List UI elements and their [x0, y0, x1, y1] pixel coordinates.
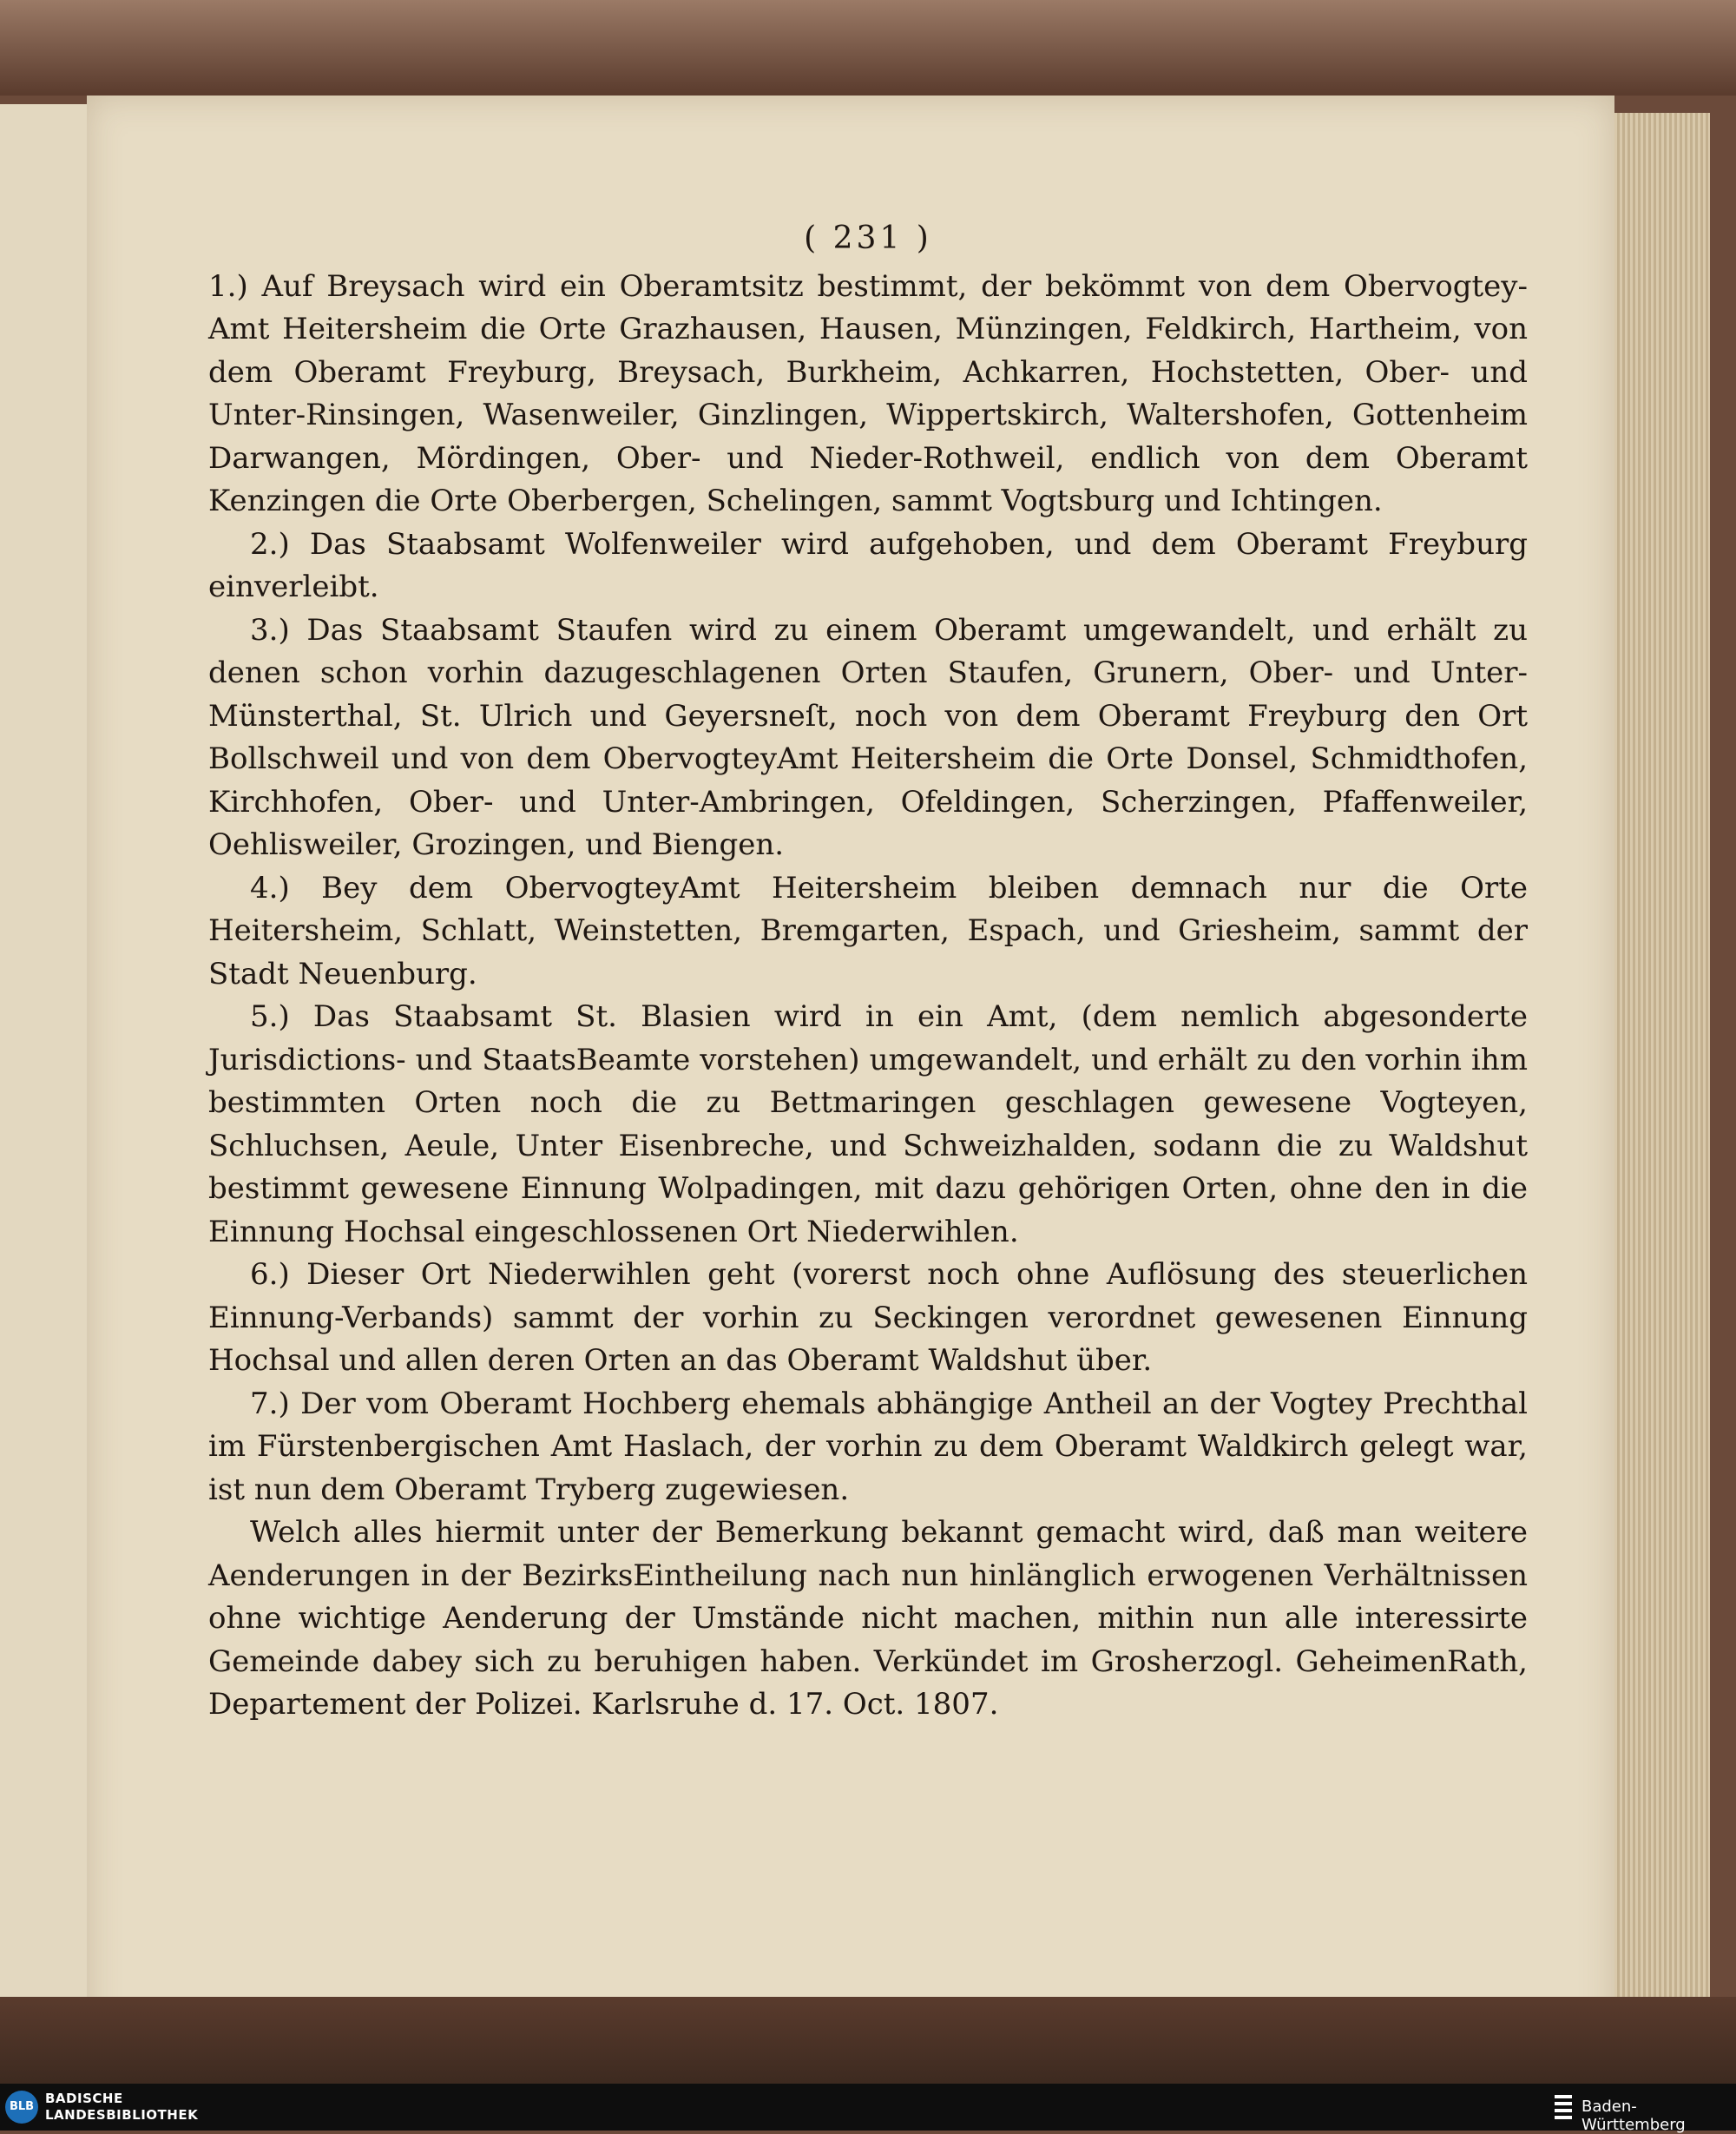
blb-logo-icon[interactable]: BLB [5, 2091, 38, 2124]
scan-background-bottom [0, 1997, 1736, 2084]
library-name-line1: BADISCHE [45, 2091, 123, 2106]
paragraph-4: 4.) Bey dem ObervogteyAmt Heitersheim bleiben demnach nur die Orte Heitersheim, Schlatt, Weinstetten, Bremgarten, Espach, und Griesheim, sammt der Stadt Neuenburg. [208, 870, 1528, 991]
paragraph-5: 5.) Das Staabsamt St. Blasien wird in ein Amt, (dem nemlich abgesonderte Jurisdictions- und StaatsBeamte vorstehen) umgewandelt, und erhält zu den vorhin ihm bestimmten Orten noch die zu Bettmaringen geschlagen gewesene Vogteyen, Schluchsen, Aeule, Unter Eisenbreche, und Schweizhalden, sodann die zu Waldshut bestimmt gewesene Einnung Wolpadingen, mit dazu gehörigen Orten, ohne den in die Einnung Hochsal eingeschlossenen Ort Niederwihlen. [208, 999, 1528, 1249]
closing-paragraph: Welch alles hiermit unter der Bemerkung bekannt gemacht wird, daß man weitere Aenderungen in der BezirksEintheilung nach nun hinlänglich erwogenen Verhältnissen ohne wichtige Aenderung der Umstände nicht machen, mithin nun alle interessirte Gemeinde dabey sich zu beruhigen haben. Verkündet im Grosherzogl. GeheimenRath, Departement der Polizei. Karlsruhe d. 17. Oct. 1807. [208, 1515, 1528, 1722]
page-stack-edge [1614, 113, 1710, 2023]
library-name-line2: LANDESBIBLIOTHEK [45, 2107, 199, 2123]
scan-background-top [0, 0, 1736, 96]
viewer-footer [0, 2084, 1736, 2134]
page-number: ( 231 ) [804, 221, 932, 256]
paragraph-1: 1.) Auf Breysach wird ein Oberamtsitz bestimmt, der bekömmt von dem Obervogtey-Amt Heitersheim die Orte Grazhausen, Hausen, Münzingen, Feldkirch, Hartheim, von dem Oberamt Freyburg, Breysach, Burkheim, Achkarren, Hochstetten, Ober- und Unter-Rinsingen, Wasenweiler, Ginzlingen, Wippertskirch, Waltershofen, Gottenheim Darwangen, Mördingen, Ober- und Nieder-Rothweil, endlich von dem Oberamt Kenzingen die Orte Oberbergen, Schelingen, sammt Vogtsburg und Ichtingen. [208, 268, 1528, 518]
paragraph-6: 6.) Dieser Ort Niederwihlen geht (vorerst noch ohne Auflösung des steuerlichen Einnung-Verbands) sammt der vorhin zu Seckingen verordnet gewesenen Einnung Hochsal und allen deren Orten an das Oberamt Waldshut über. [208, 1257, 1528, 1378]
page-text-block [208, 217, 1528, 1727]
state-name[interactable]: Baden-Württemberg [1581, 2098, 1686, 2134]
state-coat-of-arms-icon [1552, 2092, 1575, 2122]
paragraph-2: 2.) Das Staabsamt Wolfenweiler wird aufgehoben, und dem Oberamt Freyburg einverleibt. [208, 526, 1528, 604]
paragraph-3: 3.) Das Staabsamt Staufen wird zu einem Oberamt umgewandelt, und erhält zu denen schon vorhin dazugeschlagenen Orten Staufen, Grunern, Ober- und Unter-Münsterthal, St. Ulrich und Geyersneſt, noch von dem Oberamt Freyburg den Ort Bollschweil und von dem ObervogteyAmt Heitersheim die Orte Donsel, Schmidthofen, Kirchhofen, Ober- und Unter-Ambringen, Ofeldingen, Scherzingen, Pfaffenweiler, Oehlisweiler, Grozingen, und Biengen. [208, 612, 1528, 862]
paragraph-7: 7.) Der vom Oberamt Hochberg ehemals abhängige Antheil an der Vogtey Prechthal im Fürstenbergischen Amt Haslach, der vorhin zu dem Oberamt Waldkirch gelegt war, ist nun dem Oberamt Tryberg zugewiesen. [208, 1386, 1528, 1507]
facing-page-edge [0, 104, 92, 1997]
library-name[interactable] [45, 2091, 198, 2124]
